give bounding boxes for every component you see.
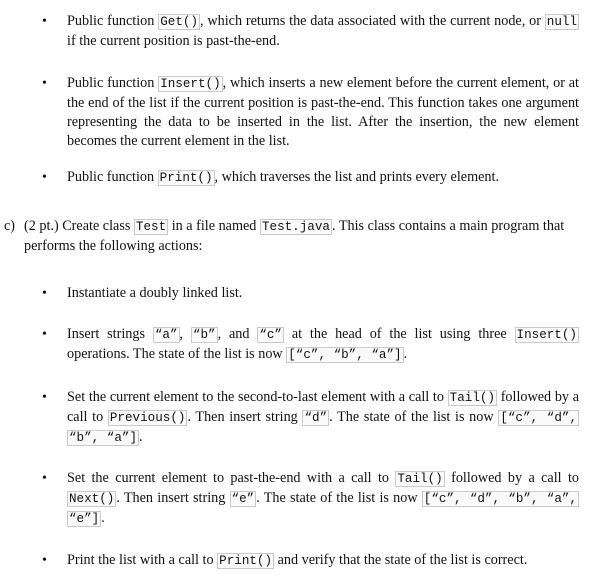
code-list-state-3b: “e”]	[69, 512, 100, 526]
list-item-print: • Public function Print() , which traverses the list and prints every element.	[30, 168, 579, 188]
action-insert-strings: • Insert strings “a” , “b” , and “c” at the head of the list using three Insert() operations. The state of the list is now [“c”, “b”, “a”] .	[30, 325, 579, 365]
code-e: “e”	[231, 492, 255, 506]
code-insert-call: Insert()	[516, 328, 577, 342]
action-instantiate: • Instantiate a doubly linked list.	[30, 284, 579, 303]
code-insert: Insert()	[160, 77, 221, 91]
code-get: Get()	[160, 15, 199, 29]
code-d: “d”	[304, 411, 328, 425]
code-print-call: Print()	[219, 554, 273, 568]
action-print: • Print the list with a call to Print() and verify that the state of the list is correct.	[30, 551, 579, 571]
code-next-call: Next()	[69, 492, 115, 506]
action-insert-e: • Set the current element to past-the-end with a call to Tail() followed by a call to Next() . Then insert string “e” . The state of the list is now [“c”, “d”, “b”, “a”, “e”] .	[30, 469, 579, 529]
list-item-insert: • Public function Insert() , which inserts a new element before the current element, or at the end of the list if the current position is past-the-end. This function takes one argument representing the data to be inserted in the list. After the insertion, the new element becomes the current element in the list.	[30, 74, 579, 151]
code-previous-call: Previous()	[109, 411, 186, 425]
code-list-state-1: [“c”, “b”, “a”]	[288, 348, 402, 362]
action-insert-d: • Set the current element to the second-to-last element with a call to Tail() followed by a call to Previous() . Then insert string “d” . The state of the list is now [“c”, “d”, “b”, “a”] .	[30, 388, 579, 448]
code-a: “a”	[154, 328, 178, 342]
code-list-state-2a: [“c”, “d”,	[500, 411, 578, 425]
code-print: Print()	[159, 171, 213, 185]
code-tail-call-2: Tail()	[397, 472, 443, 486]
section-label: c)	[4, 218, 16, 234]
code-b: “b”	[192, 328, 216, 342]
code-null: null	[546, 15, 577, 29]
list-item-get: • Public function Get() , which returns the data associated with the current node, or null if the current position is past-the-end.	[30, 12, 579, 51]
section-c: c) (2 pt.) Create class Test in a file named Test.java . This class contains a main program that performs the following actions:	[4, 218, 565, 254]
code-list-state-2b: “b”, “a”]	[69, 431, 138, 445]
code-c: “c”	[259, 328, 282, 342]
code-test-java: Test.java	[261, 220, 330, 234]
code-list-state-3a: [“c”, “d”, “b”, “a”,	[423, 492, 577, 506]
code-tail-call: Tail()	[449, 391, 496, 405]
code-test: Test	[135, 220, 167, 234]
